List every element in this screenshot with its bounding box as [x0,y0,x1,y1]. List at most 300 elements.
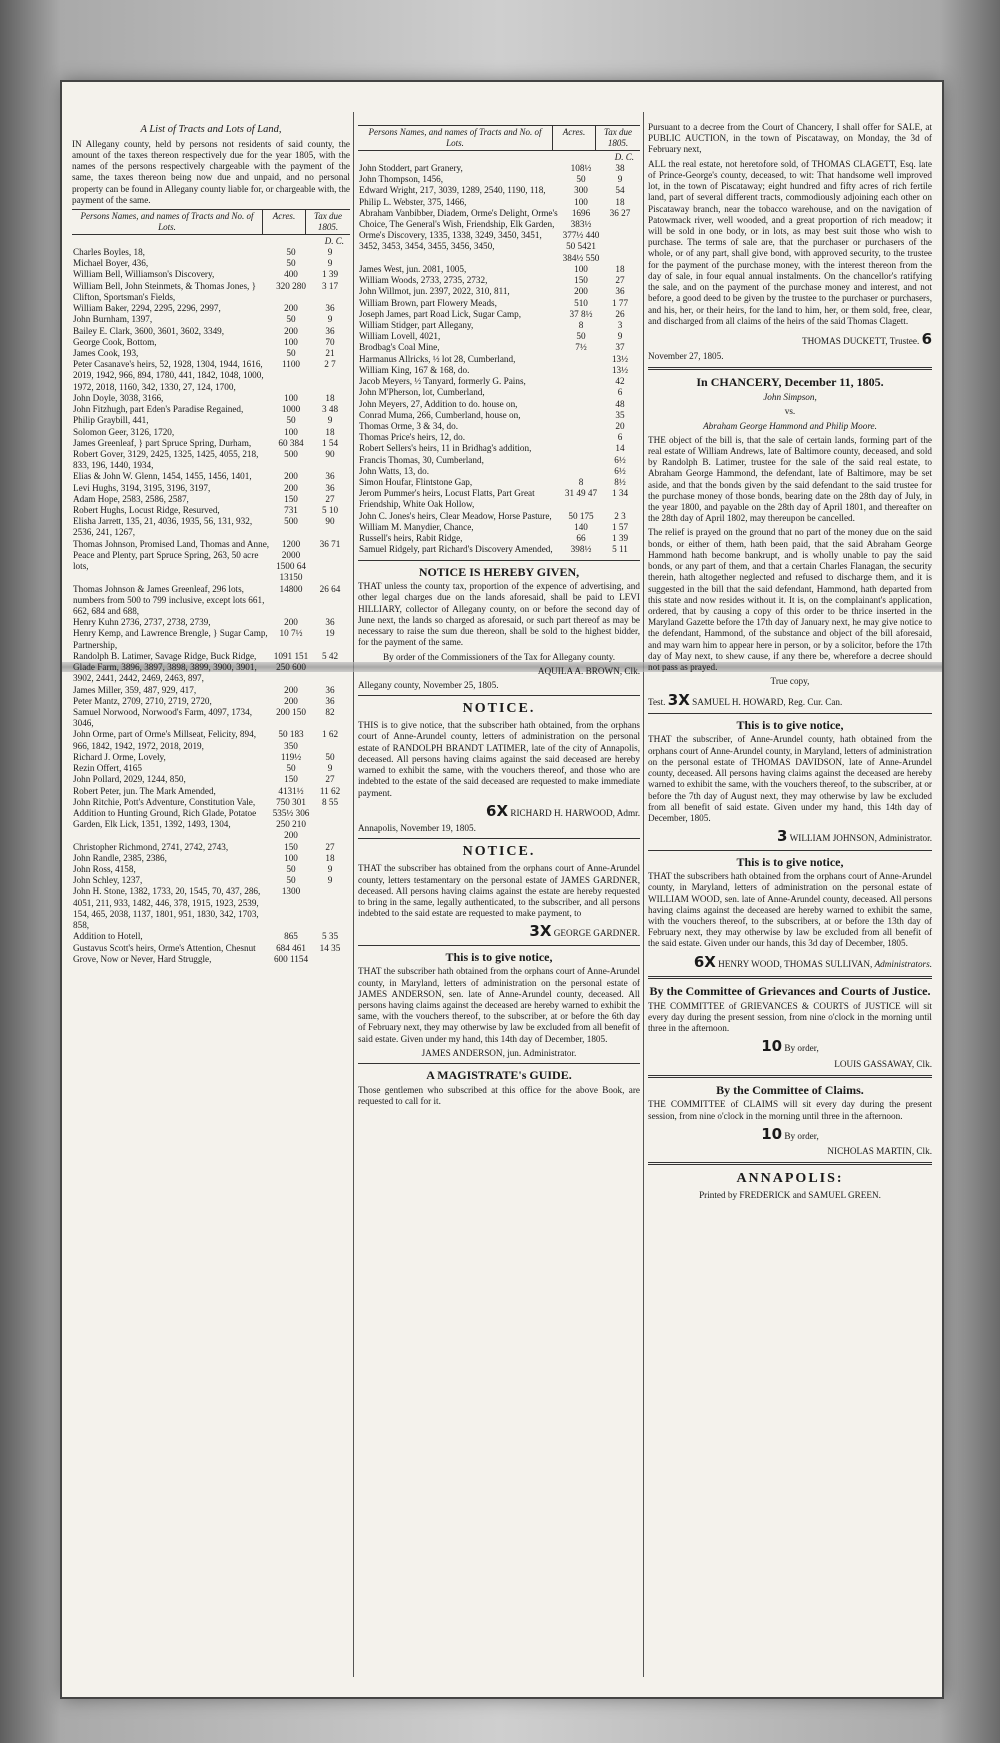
table-row [358,264,640,275]
row-tax: 8 55 [321,796,339,807]
row-acres: 50 [286,875,296,886]
row-tax: 9 [327,763,333,774]
row-tax: 21 [325,347,335,358]
row-name: William Bell, John Steinmets, & Thomas Jones, } Clifton, Sportsman's Fields, [73,280,257,302]
row-tax: 90 [325,448,335,459]
table-row [72,651,350,685]
row-name: Harmanus Allricks, ½ lot 28, Cumberland, [359,353,516,364]
table-row [72,797,350,842]
chancery-party: John Simpson, [763,392,817,403]
notice-body: THAT the subscriber hath obtained from the orphans court of Anne-Arundel county, in Maryland, letters of administration on the personal estate of JAMES ANDERSON, sen. late of Anne-Arundel county, deceased. All persons having claims against the deceased are hereby warned to exhibit the same, with the vouchers thereof, to the subscriber, at or before the 6th day of February next, they may otherwise by law be excluded from all benefit of said estate. Given under my hand, this 14th day of December, 1805. [358,966,640,1044]
row-name: William Bell, Williamson's Discovery, [73,269,215,280]
notice-signature [358,922,640,940]
row-tax: 26 64 [319,583,341,594]
row-name: John Stoddert, part Granery, [359,162,463,173]
row-acres: 200 [284,695,298,706]
divider [648,713,932,714]
row-acres: 140 [574,521,588,532]
tax-list-rows [358,163,640,556]
row-tax: 27 [325,774,335,785]
row-acres: 500 [284,516,298,527]
row-name: William Brown, part Flowery Meads, [359,297,497,308]
row-name: Peter Casanave's heirs, 52, 1928, 1304, 1944, 1616, 2019, 1942, 966, 894, 1780, 441, 1842, 1048, 1000, 1972, 2018, 1160, 342, 1330, 27, 124, 1700, [73,359,264,392]
row-name: John Burnham, 1397, [73,314,153,325]
table-row [358,208,640,264]
row-name: John Thompson, 1456, [359,174,444,185]
row-name: John Randle, 2385, 2386, [73,852,167,863]
table-row [358,410,640,421]
row-acres: 150 [284,841,298,852]
row-acres: 50 [286,347,296,358]
row-name: Thomas Price's heirs, 12, do. [359,432,466,443]
header-tax: Tax due 1805. [595,126,640,150]
row-name: Thomas Johnson, Promised Land, Thomas and Anne, Peace and Plenty, part Spruce Spring, 263, 50 acre lots, [73,538,270,572]
row-acres: 200 [284,471,298,482]
row-acres: 1100 [281,359,301,370]
divider [648,1075,932,1078]
committee-signature: LOUIS GASSAWAY, Clk. [834,1058,932,1069]
row-tax: 70 [325,336,335,347]
row-name: Robert Hughs, Locust Ridge, Resurved, [73,505,220,516]
table-row [358,197,640,208]
ink-mark: 3 [777,827,788,846]
table-row [72,763,350,774]
table-row [72,393,350,404]
committee-title: By the Committee of Claims. [716,1082,864,1097]
row-acres: 510 [574,297,588,308]
ink-mark: 6X [693,952,716,971]
table-row [358,320,640,331]
sale-body: ALL the real estate, not heretofore sold, of THOMAS CLAGETT, Esq. late of Prince-George's county, deceased, to wit: That handsome well improved lot, in the town of Piscataway; eight hundred and fifty acres of rich fertile land, part of several different tracts, commodiously adjoining each other on Piscataway branch, near the tobacco warehouse, and on the navigation of Patowmack river, well wooded, and a great proportion of rich meadow; it will be sold in one body, or in lots, as may best suit those who wish to purchase. The terms of sale are, that the purchaser or purchasers of the whole, or of any part, shall give bond, with approved security, to the trustee for the payment of the purchase money, with the interest thereon from the day of sale, in four equal annual instalments. On the chancellor's ratifying the sale, and on the payment of the purchase money and interest, and not before, a good deed to be given by the trustee to the purchaser or purchasers, and his, her, or their heirs, for the land to him, her, or them sold, free, clear, and discharged from all claims of the heirs of the said Thomas Clagett. [648,158,932,326]
row-acres: 500 [284,448,298,459]
table-row [358,399,640,410]
table-row [72,438,350,449]
table-row [358,342,640,353]
row-name: Conrad Muma, 266, Cumberland, house on, [359,409,521,420]
table-row [72,427,350,438]
divider [358,838,640,839]
row-tax: 5 35 [321,931,339,942]
row-name: John Orme, part of Orme's Millseat, Felicity, 894, 966, 1842, 1942, 1972, 2018, 2019, [73,729,256,751]
row-name: Samuel Ridgely, part Richard's Discovery Amended, [359,544,553,555]
row-tax: 6 [617,432,623,443]
row-acres: 50 175 [568,510,594,521]
sale-signature [648,330,932,348]
table-row [358,185,640,196]
table-row [358,275,640,286]
table-row [358,477,640,488]
row-acres: 150 [574,275,588,286]
row-name: Elias & John W. Glenn, 1454, 1455, 1456, 1401, [73,471,252,482]
row-name: Philip Graybill, 441, [73,415,149,426]
row-acres: 66 [576,533,586,544]
row-tax: 1 62 [321,729,339,740]
row-tax: 9 [617,331,623,342]
row-acres: 1200 2000 1500 64 13150 [276,538,306,583]
row-name: Addition to Hotell, [73,931,143,942]
header-acres: Acres. [262,210,305,234]
notice-signature: JAMES ANDERSON, jun. Administrator. [421,1047,577,1058]
row-tax: 27 [325,493,335,504]
row-acres: 10 7½ [279,628,303,639]
row-acres: 108½ [570,162,592,173]
row-tax: 36 71 [319,538,341,549]
table-header [358,125,640,151]
row-tax: 8½ [614,477,626,488]
row-tax: 18 [615,196,625,207]
row-acres: 150 [284,493,298,504]
ink-mark: 10 [761,1037,783,1056]
table-row [72,326,350,337]
currency-unit: D. C. [614,151,634,162]
table-row [358,298,640,309]
signature-text: WILLIAM JOHNSON, Administrator. [789,833,932,844]
row-name: Jacob Meyers, ½ Tanyard, formerly G. Pains, [359,376,526,387]
chancery-party: Abraham George Hammond and Philip Moore. [703,420,877,431]
row-tax: 9 [327,415,333,426]
row-tax: 50 [325,751,335,762]
row-acres: 100 [284,392,298,403]
row-name: John Pollard, 2029, 1244, 850, [73,774,186,785]
notice-body: THIS is to give notice, that the subscriber hath obtained, from the orphans court of Anne-Arundel county, letters of administration on the personal estate of RANDOLPH BRANDT LATIMER, late of the city of Annapolis, deceased. All persons having claims against the said deceased are hereby warned to exhibit the same, with the vouchers thereof, and those who are indebted to the estate of the said deceased are requested to make immediate payment. [358,720,640,798]
notice-title: This is to give notice, [736,854,844,869]
notice-body: Those gentlemen who subscribed at this office for the above Book, are requested to call for it. [358,1084,640,1106]
notice-signature [648,953,932,971]
row-name: Solomon Geer, 3126, 1720, [73,426,175,437]
notice-date: Annapolis, November 19, 1805. [358,823,476,834]
row-tax: 13½ [611,353,629,364]
chancery-title: In CHANCERY, December 11, 1805. [696,375,884,390]
table-row [358,488,640,510]
row-tax: 9 [327,875,333,886]
table-row [72,449,350,471]
row-tax: 82 [325,706,335,717]
row-acres: 14800 [279,583,303,594]
row-name: John Fitzhugh, part Eden's Paradise Regained, [73,404,244,415]
table-row [358,309,640,320]
row-tax: 90 [325,516,335,527]
row-acres: 731 [284,505,298,516]
table-row [358,387,640,398]
notice-title: A MAGISTRATE's GUIDE. [426,1068,572,1083]
table-row [72,269,350,280]
table-row [72,752,350,763]
notice-signature: AQUILA A. BROWN, Clk. [537,665,640,676]
row-name: Robert Gover, 3129, 2425, 1325, 1425, 4055, 218, 833, 196, 1440, 1934, [73,448,259,471]
signature-text: THOMAS SULLIVAN, [784,958,873,969]
imprint-place: ANNAPOLIS: [736,1171,844,1187]
column-rule [353,112,354,1677]
row-tax: 36 [325,482,335,493]
divider [358,1063,640,1064]
row-acres: 750 301 535½ 306 250 210 200 [272,796,310,841]
row-tax: 42 [615,376,625,387]
notice-order: By order of the Commissioners of the Tax for Allegany county. [382,651,616,662]
tax-list-rows [72,247,350,965]
row-acres: 50 [286,763,296,774]
row-name: Thomas Orme, 3 & 34, do. [359,420,459,431]
divider [648,976,932,979]
imprint-printers: Printed by FREDERICK and SAMUEL GREEN. [699,1190,881,1201]
table-row [358,432,640,443]
table-row [72,696,350,707]
row-name: Henry Kuhn 2736, 2737, 2738, 2739, [73,617,211,628]
row-tax: 18 [615,263,625,274]
table-row [72,337,350,348]
row-tax: 3 [617,319,623,330]
row-name: James West, jun. 2081, 1005, [359,263,467,274]
table-row [72,864,350,875]
notice-title: NOTICE. [462,844,536,860]
table-row [72,359,350,393]
row-acres: 50 [286,314,296,325]
row-tax: 26 [615,308,625,319]
chancery-body: The relief is prayed on the ground that no part of the money due on the said bonds, or either of them, hath been paid, that the said Abraham George Hammond hath become bankrupt, and is wholly unable to pay the said bonds, or any part of them, and that a certain Charles Flanagan, the security therein, hath altogether neglected and refused to discharge them, and it is suggested in the bill that the said defendant, Hammond, hath departed from this state and now resides without it. It is, on the complainant's application, ordered, that by causing a copy of this order to be thrice inserted in the Maryland Gazette before the 17th day of January next, he may give notice to the defendant, Hammond, of the substance and object of the bill aforesaid, and may warn him to appear here in person, or by a solicitor, before the 17th day of May next, to shew cause, if any there be, wherefore a decree should not pass as prayed. [648,527,932,673]
row-name: Bailey E. Clark, 3600, 3601, 3602, 3349, [73,325,225,336]
row-name: Richard J. Orme, Lovely, [73,751,166,762]
row-acres: 200 [284,684,298,695]
divider [358,945,640,946]
row-name: William Woods, 2733, 2735, 2732, [359,275,488,286]
row-acres: 200 [574,286,588,297]
row-name: John Ross, 4158, [73,864,136,875]
signature-role: Administrators. [874,958,932,969]
table-row [358,376,640,387]
notice-signature [358,802,640,820]
header-acres: Acres. [552,126,595,150]
table-row [72,729,350,751]
row-tax: 6 [617,387,623,398]
row-acres: 100 [284,426,298,437]
row-name: Adam Hope, 2583, 2586, 2587, [73,493,189,504]
row-name: Jerom Pummer's heirs, Locust Flatts, Part Great Friendship, White Oak Hollow, [359,488,535,510]
table-row [72,247,350,258]
tax-list-intro: IN Allegany county, held by persons not residents of said county, the amount of the taxes thereon respectively due for the year 1805, with the names of the persons respectively chargeable with the payment of the same, the taxes thereon being now due and unpaid, and no personal property can be found in Allegany county liable for, or chargeable with, the payment of the same. [72,138,350,205]
row-name: William King, 167 & 168, do. [359,364,470,375]
row-tax: 36 27 [609,207,631,218]
row-name: Rezin Offert, 4165 [73,763,142,774]
committee-body: THE COMMITTEE of GRIEVANCES & COURTS of JUSTICE will sit every day during the present session, from nine o'clock in the morning until three in the afternoon. [648,1000,932,1034]
row-name: Robert Sellers's heirs, 11 in Bridhag's addition, [359,443,532,454]
table-row [358,466,640,477]
row-tax: 11 62 [319,785,341,796]
currency-unit: D. C. [324,236,344,247]
column-rule [643,112,644,1677]
row-acres: 50 [286,247,296,258]
row-acres: 100 [284,852,298,863]
divider [358,560,640,561]
signature-text: THOMAS DUCKETT, Trustee. [802,335,920,346]
row-tax: 36 [325,695,335,706]
row-name: Abraham Vanbibber, Diadem, Orme's Delight, Orme's Choice, The General's Wish, Friendship, Elk Garden, Orme's Discovery, 1335, 1338, 3249, 3450, 3451, 3452, 3453, 3454, 3455, 3456, 3450, [359,207,558,252]
chancery-versus: vs. [784,406,796,417]
row-tax: 36 [615,286,625,297]
row-name: Samuel Norwood, Norwood's Farm, 4097, 1734, 3046, [73,706,253,729]
table-row [358,522,640,533]
notice-title: NOTICE. [462,701,536,717]
row-name: Joseph James, part Road Lick, Sugar Camp, [359,308,522,319]
row-acres: 684 461 600 1154 [273,942,309,964]
row-acres: 37 8½ [569,308,593,319]
row-acres: 8 [578,319,584,330]
row-tax: 36 [325,617,335,628]
table-row [72,471,350,482]
table-row [358,544,640,555]
row-name: William Lovell, 4021, [359,331,441,342]
row-acres: 50 [286,415,296,426]
row-acres: 865 [284,931,298,942]
table-row [358,286,640,297]
notice-body: THAT unless the county tax, proportion of the expence of advertising, and other legal charges due on the lands aforesaid, shall be paid to LEVI HILLIARY, collector of Allegany county, on or before the second day of June next, the lands so charged as aforesaid, or such part thereof as may be necessary to raise the sum due thereon, shall be sold to the highest bidder, for the payment of the same. [358,581,640,648]
row-tax: 48 [615,398,625,409]
table-row [72,774,350,785]
signature-text: RICHARD H. HARWOOD, Admr. [510,807,640,818]
row-acres: 100 [574,263,588,274]
table-row [72,584,350,618]
row-tax: 14 35 [319,942,341,953]
row-name: John Ritchie, Pott's Adventure, Constitution Vale, Addition to Hunting Ground, Rich Glade, Potatoe Garden, Elk Lick, 1351, 1392, 1493, 1304, [73,796,257,830]
row-name: Peter Mantz, 2709, 2710, 2719, 2720, [73,695,212,706]
table-row [72,886,350,931]
row-acres: 50 [286,864,296,875]
table-row [72,483,350,494]
row-tax: 3 48 [321,404,339,415]
row-acres: 200 [284,303,298,314]
row-tax: 54 [615,185,625,196]
ink-mark: 3X [667,690,690,709]
table-row [72,617,350,628]
ink-mark: 6 [921,329,932,348]
chancery-copy: True copy, [770,676,810,687]
row-acres: 1696 383½ 377½ 440 50 5421 384½ 550 [562,207,600,263]
table-row [72,303,350,314]
notice-title: NOTICE IS HEREBY GIVEN, [418,564,580,579]
row-tax: 1 54 [321,437,339,448]
table-row [358,511,640,522]
row-tax: 36 [325,471,335,482]
row-tax: 19 [325,628,335,639]
ink-mark: 3X [529,922,552,941]
row-tax: 27 [325,841,335,852]
column-1 [72,122,350,965]
row-acres: 200 [284,482,298,493]
notice-title: This is to give notice, [445,949,553,964]
table-row [72,943,350,965]
column-3 [648,122,932,1205]
ink-mark: 10 [761,1124,783,1143]
table-row [72,494,350,505]
row-name: John C. Jones's heirs, Clear Meadow, Horse Pasture, [359,510,552,521]
newspaper-page [62,82,942,1697]
row-tax: 6½ [614,454,626,465]
chancery-body: THE object of the bill is, that the sale of certain lands, forming part of the real estate of William Andrews, late of Baltimore county, deceased, and sold by Randolph B. Latimer, trustee for the sale of the said real estate, to Abraham George Hammond, the defendant, late of Baltimore, may be set aside, and that the bonds given by the said defendant to the said trustee for the purchase money of those bonds, bearing date on the 28th day of July, in the year 1800, and payable on the 28th day of April 1801, and thereafter on the 28th day of April 1802, may thereupon be cancelled. [648,434,932,524]
row-acres: 200 150 [276,706,306,717]
committee-title: By the Committee of Grievances and Courts of Justice. [649,983,931,998]
row-tax: 2 7 [324,359,336,370]
row-name: John M'Pherson, lot, Cumberland, [359,387,485,398]
row-acres: 150 [284,774,298,785]
row-acres: 1000 [281,404,301,415]
row-name: John Watts, 13, do. [359,465,430,476]
row-name: Robert Peter, jun. The Mark Amended, [73,785,216,796]
row-acres: 4131½ [278,785,304,796]
sale-date: November 27, 1805. [648,351,724,362]
row-acres: 398½ [570,544,592,555]
committee-body: THE COMMITTEE of CLAIMS will sit every day during the present session, from nine o'clock in the morning until three in the afternoon. [648,1099,932,1121]
table-row [358,455,640,466]
table-row [72,415,350,426]
row-acres: 400 [284,269,298,280]
row-tax: 1 34 [611,488,629,499]
row-name: Charles Boyles, 18, [73,247,145,258]
table-row [72,685,350,696]
row-tax: 14 [615,443,625,454]
row-name: Levi Hughs, 3194, 3195, 3196, 3197, [73,482,211,493]
row-acres: 200 [284,325,298,336]
order-label: By order, [784,1130,819,1141]
table-row [72,516,350,538]
row-name: Gustavus Scott's heirs, Orme's Attention, Chesnut Grove, Now or Never, Hard Struggle, [73,942,256,964]
row-acres: 100 [284,336,298,347]
row-tax: 5 42 [321,650,339,661]
row-tax: 18 [325,852,335,863]
header-name: Persons Names, and names of Tracts and No. of Lots. [368,127,542,148]
table-header [72,209,350,235]
table-row [72,505,350,516]
row-acres: 50 [576,331,586,342]
row-name: George Cook, Bottom, [73,336,157,347]
row-acres: 50 [576,174,586,185]
row-name: John Willmot, jun. 2397, 2022, 310, 811, [359,286,510,297]
column-2 [358,122,640,1110]
table-row [72,786,350,797]
row-name: William Baker, 2294, 2295, 2296, 2997, [73,303,221,314]
row-acres: 200 [284,617,298,628]
row-tax: 20 [615,420,625,431]
table-row [358,365,640,376]
row-name: Philip L. Webster, 375, 1466, [359,196,467,207]
table-row [72,707,350,729]
table-row [72,842,350,853]
row-tax: 36 [325,684,335,695]
row-acres: 8 [578,477,584,488]
chancery-signature [648,691,932,709]
row-tax: 27 [615,275,625,286]
test-label: Test. [648,696,666,707]
header-name: Persons Names, and names of Tracts and No. of Lots. [80,211,254,233]
row-tax: 36 [325,325,335,336]
table-row [358,354,640,365]
committee-order [648,1125,932,1143]
sale-intro: Pursuant to a decree from the Court of Chancery, I shall offer for SALE, at PUBLIC AUCTION, in the town of Piscataway, on Monday, the 3d of February next, [648,122,932,155]
notice-body: THAT the subscriber has obtained from the orphans court of Anne-Arundel county, letters testamentary on the personal estate of JAMES GARDNER, deceased. All persons having claims against the estate are hereby requested to bring in the same, legally authenticated, to the subscriber, and all persons indebted to the said estate are requested to make payment, to [358,863,640,919]
row-tax: 38 [615,162,625,173]
row-tax: 13½ [611,364,629,375]
table-row [72,281,350,303]
row-name: William M. Manydier, Chance, [359,521,474,532]
row-name: John Schley, 1237, [73,875,143,886]
ink-mark: 6X [486,801,509,820]
table-row [358,163,640,174]
row-acres: 100 [574,196,588,207]
row-name: Thomas Johnson & James Greenleaf, 296 lots, numbers from 500 to 799 inclusive, except lots 661, 662, 684 and 688, [73,583,265,617]
row-name: Brodbag's Coal Mine, [359,342,440,353]
row-tax: 6½ [614,465,626,476]
header-tax: Tax due 1805. [305,210,350,234]
notice-body: THAT the subscriber, of Anne-Arundel county, hath obtained from the orphans court of Anne-Arundel county, in Maryland, letters of administration on the personal estate of THOMAS DAVIDSON, late of Anne-Arundel county, deceased. All persons having claims against the deceased are hereby warned to exhibit the same, with the vouchers thereof, to the subscriber, at or before the 7th day of August next, they may otherwise by law be excluded from all benefit of said estate. Given under my hand, this 14th day of December, 1805. [648,734,932,823]
row-name: Elisha Jarrett, 135, 21, 4036, 1935, 56, 131, 932, 2536, 241, 1267, [73,516,253,538]
table-row [358,174,640,185]
